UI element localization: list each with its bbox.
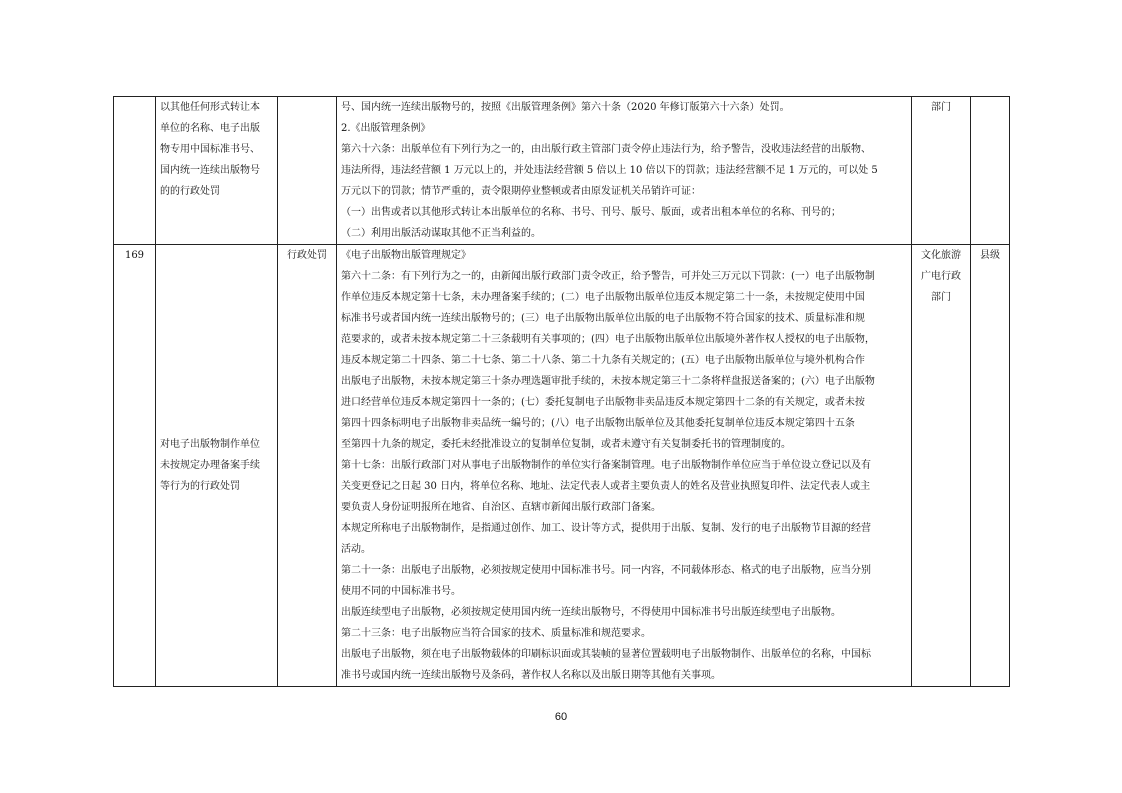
item-name-line: 的的行政处罚 [160,186,220,197]
legal-basis-line: 第二十三条：电子出版物应当符合国家的技术、质量标准和规范要求。 [341,628,651,639]
legal-basis-line: 标准书号或者国内统一连续出版物号的；(三）电子出版物出版单位出版的电子出版物不符合国家的技术、质量标准和规 [341,313,865,324]
page-number: 60 [554,711,568,723]
legal-basis-line: 第二十一条：出版电子出版物，必须按规定使用中国标准书号。同一内容，不同载体形态、格式的电子出版物，应当分别 [341,565,871,576]
legal-basis-line: 本规定所称电子出版物制作，是指通过创作、加工、设计等方式，提供用于出版、复制、发行的电子出版物节目源的经营 [341,523,871,534]
item-name-cell [156,245,278,687]
legal-basis-line: （一）出售或者以其他形式转让本出版单位的名称、书号、刊号、版号、版面，或者出租本单位的名称、刊号的； [341,207,841,218]
legal-basis-line: 第六十二条：有下列行为之一的，由新闻出版行政部门责令改正，给予警告，可并处三万元以下罚款：(一）电子出版物制 [341,271,875,282]
legal-basis-line: 作单位违反本规定第十七条，未办理备案手续的；(二）电子出版物出版单位违反本规定第二十一条，未按规定使用中国 [341,292,865,303]
department-cell [912,245,971,687]
legal-basis-line: 使用不同的中国标准书号。 [341,586,461,597]
legal-basis-line: 号、国内统一连续出版物号的，按照《出版管理条例》第六十条（2020 年修订版第六十六条）处罚。 [341,102,790,113]
table-row [114,97,1010,245]
legal-basis-cell [337,97,912,245]
legal-basis-line: 活动。 [341,544,371,555]
legal-basis-line: 第六十六条：出版单位有下列行为之一的，由出版行政主管部门责令停止违法行为，给予警告，没收违法经营的出版物、 [341,144,871,155]
department-line: 部门 [931,292,951,303]
department-line: 部门 [931,102,951,113]
legal-basis-cell [337,245,912,687]
item-name-line: 对电子出版物制作单位 [160,439,260,450]
legal-basis-line: 范要求的，或者未按本规定第二十三条载明有关事项的；(四）电子出版物出版单位出版境外著作权人授权的电子出版物， [341,334,875,345]
legal-basis-line: 关变更登记之日起 30 日内，将单位名称、地址、法定代表人或者主要负责人的姓名及营业执照复印件、法定代表人或主 [341,481,871,492]
department-line: 文化旅游 [921,250,961,261]
legal-basis-line: 第四十四条标明电子出版物非卖品统一编号的；(八）电子出版物出版单位及其他委托复制单位违反本规定第四十五条 [341,418,855,429]
legal-basis-line: 出版电子出版物，须在电子出版物载体的印刷标识面或其装帧的显著位置载明电子出版物制作、出版单位的名称，中国标 [341,649,871,660]
legal-basis-line: 出版连续型电子出版物，必须按规定使用国内统一连续出版物号，不得使用中国标准书号出版连续型电子出版物。 [341,607,841,618]
item-name-line: 未按规定办理备案手续 [160,460,260,471]
legal-basis-line: （二）利用出版活动谋取其他不正当利益的。 [341,228,541,239]
item-name-line: 国内统一连续出版物号 [160,165,260,176]
item-name-cell [156,97,278,245]
legal-basis-line: 出版电子出版物，未按本规定第三十条办理选题审批手续的，未按本规定第三十二条将样盘报送备案的；(六）电子出版物 [341,376,875,387]
item-name-line: 等行为的行政处罚 [160,481,240,492]
level-cell: 县级 [971,245,1010,687]
penalty-table [113,96,1010,687]
legal-basis-line: 万元以下的罚款；情节严重的，责令限期停业整顿或者由原发证机关吊销许可证： [341,186,701,197]
level-cell [971,97,1010,245]
legal-basis-line: 至第四十九条的规定，委托未经批准设立的复制单位复制，或者未遵守有关复制委托书的管理制度的。 [341,439,791,450]
legal-basis-line: 2.《出版管理条例》 [341,123,431,134]
item-name-line: 物专用中国标准书号、 [160,144,260,155]
item-number-cell [114,97,156,245]
item-name-line: 单位的名称、电子出版 [160,123,260,134]
item-type-cell [278,97,337,245]
department-cell [912,97,971,245]
legal-basis-line: 违法所得，违法经营额 1 万元以上的，并处违法经营额 5 倍以上 10 倍以下的罚款；违法经营额不足 1 万元的，可以处 5 [341,165,878,176]
legal-basis-line: 要负责人身份证明报所在地省、自治区、直辖市新闻出版行政部门备案。 [341,502,661,513]
item-number-cell: 169 [114,245,156,687]
legal-basis-line: 《电子出版物出版管理规定》 [341,250,471,261]
item-type-cell: 行政处罚 [278,245,337,687]
legal-basis-line: 违反本规定第二十四条、第二十七条、第二十八条、第二十九条有关规定的；(五）电子出版物出版单位与境外机构合作 [341,355,865,366]
department-line: 广电行政 [921,271,961,282]
legal-basis-line: 进口经营单位违反本规定第四十一条的；(七）委托复制电子出版物非卖品违反本规定第四十二条的有关规定，或者未按 [341,397,865,408]
table-row [114,245,1010,687]
legal-basis-line: 准书号或国内统一连续出版物号及条码，著作权人名称以及出版日期等其他有关事项。 [341,670,721,681]
legal-basis-line: 第十七条：出版行政部门对从事电子出版物制作的单位实行备案制管理。电子出版物制作单位应当于单位设立登记以及有 [341,460,871,471]
item-name-line: 以其他任何形式转让本 [160,102,260,113]
